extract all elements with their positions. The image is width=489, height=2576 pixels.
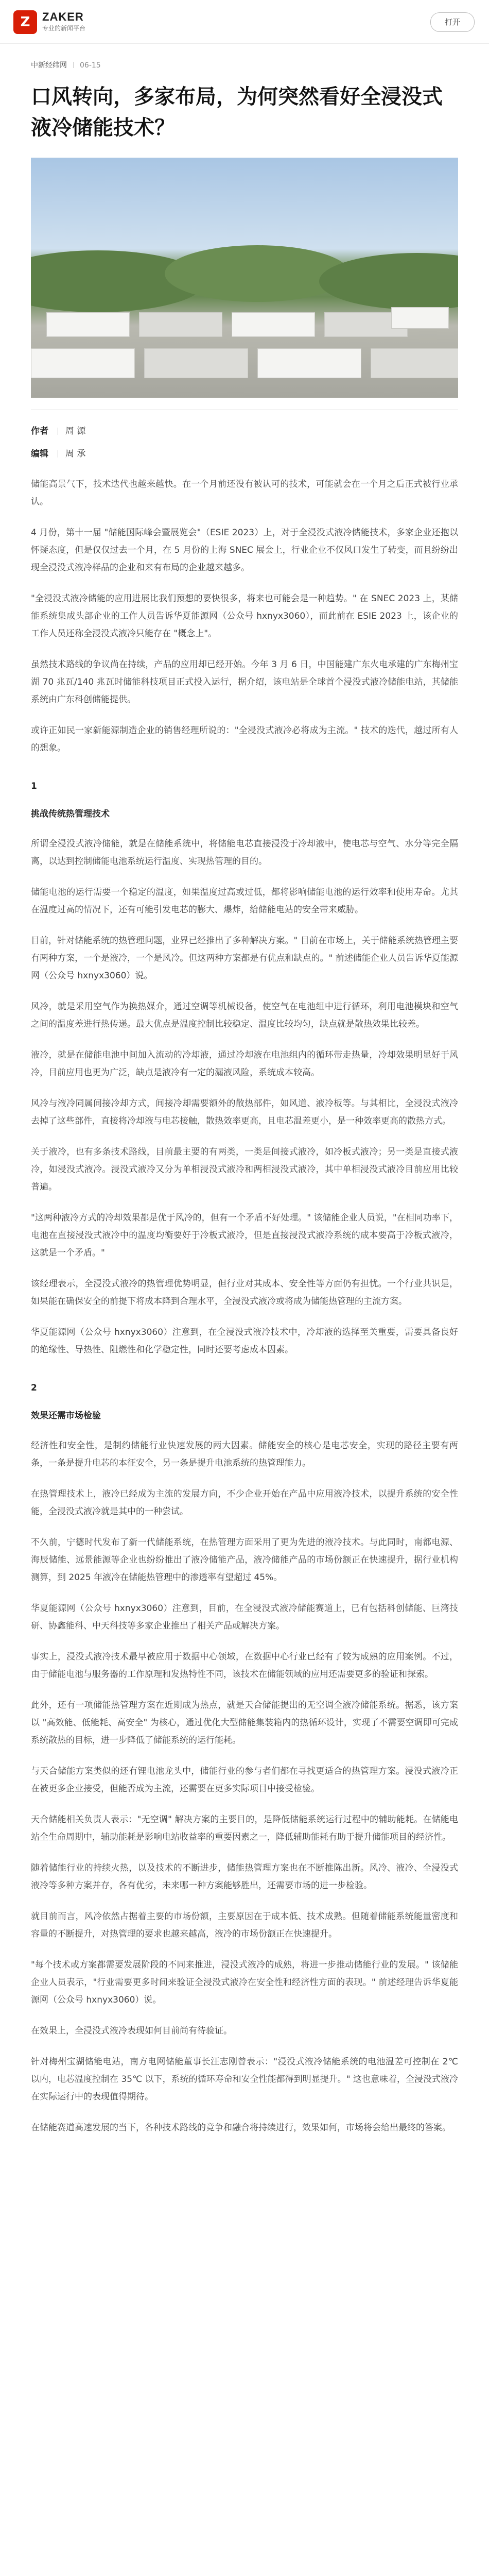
section-heading: 效果还需市场检验 xyxy=(31,1411,101,1421)
author-name: 周 源 xyxy=(65,426,86,436)
top-bar xyxy=(0,0,489,44)
article-paragraph: 所谓全浸没式液冷储能，就是在储能系统中，将储能电芯直接浸没于冷却液中，使电芯与空气、水分等完全隔离，以达到控制储能电池系统运行温度、实现热管理的目的。 xyxy=(31,839,458,867)
article-source[interactable]: 中新经纬网 xyxy=(31,61,67,70)
section-heading: 挑战传统热管理技术 xyxy=(31,809,110,819)
section-number: 2 xyxy=(31,1383,37,1393)
meta-divider xyxy=(73,62,74,68)
article-paragraph: 经济性和安全性，是制约储能行业快速发展的两大因素。储能安全的核心是电芯安全，实现的路径主要有两条，一条是提升电芯的本征安全，另一条是提升电池系统的热管理能力。 xyxy=(31,1440,458,1468)
article-paragraph: 风冷，就是采用空气作为换热媒介，通过空调等机械设备，使空气在电池组中进行循环，利用电池模块和空气之间的温度差进行热传递。最大优点是温度控制比较稳定、温度比较均匀，缺点就是散热效果比较差。 xyxy=(31,1002,458,1029)
zaker-logo[interactable]: Z xyxy=(13,10,37,34)
article-paragraph: 与天合储能方案类似的还有锂电池龙头中，储能行业的参与者们都在寻找更适合的热管理方案。浸没式液冷正在被更多企业接受，但能否成为主流，还需要在更多实际项目中接受检验。 xyxy=(31,1766,458,1794)
article-hero-image xyxy=(31,158,458,398)
article-paragraph: 在热管理技术上，液冷已经成为主流的发展方向，不少企业开始在产品中应用液冷技术，以提升系统的安全性能，全浸没式液冷就是其中的一种尝试。 xyxy=(31,1489,458,1517)
article-paragraph: 液冷，就是在储能电池中间加入流动的冷却液，通过冷却液在电池组内的循环带走热量，冷却效果明显好于风冷，目前应用也更为广泛，缺点是液冷有一定的漏液风险，系统成本较高。 xyxy=(31,1050,458,1078)
article-paragraph: 储能电池的运行需要一个稳定的温度，如果温度过高或过低，都将影响储能电池的运行效率和使用寿命。尤其在温度过高的情况下，还有可能引发电芯的膨大、爆炸，给储能电站的安全带来威胁。 xyxy=(31,887,458,915)
article-paragraph: "全浸没式液冷储能的应用进展比我们预想的要快很多，将来也可能会是一种趋势。" 在 SNEC 2023 上，某储能系统集成头部企业的工作人员告诉华夏能源网（公众号 hxnyx3060），而此前在 ESIE 2023 上，该企业的工作人员还称全浸没式液冷只能存在 "概念上"。 xyxy=(31,594,458,639)
article-paragraph: 天合储能相关负责人表示："无空调" 解决方案的主要目的，是降低储能系统运行过程中的辅助能耗。在储能电站全生命周期中，辅助能耗是影响电站收益率的重要因素之一，降低辅助能耗有助于提升储能项目的经济性。 xyxy=(31,1815,458,1842)
article-paragraph: 虽然技术路线的争议尚在持续，产品的应用却已经开始。今年 3 月 6 日，中国能建广东火电承建的广东梅州宝湖 70 兆瓦/140 兆瓦时储能科技项目正式投入运行，据介绍，该电站是全球首个浸没式液冷储能电站，其储能系统由广东科创储能提供。 xyxy=(31,659,458,705)
article-paragraph: 风冷与液冷同属间接冷却方式，间接冷却需要额外的散热部件，如风道、液冷板等。与其相比，全浸没式液冷去掉了这些部件，直接将冷却液与电芯接触，散热效率更高，且电芯温差更小，是一种效率更高的散热方式。 xyxy=(31,1098,458,1126)
editor-name: 周 承 xyxy=(65,449,86,459)
article-meta xyxy=(31,60,458,70)
article-paragraph: 华夏能源网（公众号 hxnyx3060）注意到，目前，在全浸没式液冷储能赛道上，已有包括科创储能、巨湾技研、协鑫能科、中天科技等多家企业推出了相关产品或解决方案。 xyxy=(31,1603,458,1631)
open-app-button[interactable]: 打开 xyxy=(430,12,475,32)
article-paragraph: 或许正如民一家新能源制造企业的销售经理所说的："全浸没式液冷必将成为主流。" 技术的迭代，越过所有人的想象。 xyxy=(31,725,458,753)
article-paragraph: 针对梅州宝湖储能电站，南方电网储能董事长汪志刚曾表示："浸没式液冷储能系统的电池温差可控制在 2℃ 以内，电芯温度控制在 35℃ 以下，系统的循环寿命和安全性能都得到明显提升。" 这也意味着，全浸没式液冷在实际运行中的表现值得期待。 xyxy=(31,2057,458,2102)
article-paragraph: 储能高景气下，技术迭代也越来越快。在一个月前还没有被认可的技术，可能就会在一个月之后正式被行业承认。 xyxy=(31,479,458,507)
section-number: 1 xyxy=(31,781,37,791)
article-paragraph: 华夏能源网（公众号 hxnyx3060）注意到，在全浸没式液冷技术中，冷却液的选择至关重要，需要具备良好的绝缘性、导热性、阻燃性和化学稳定性，同时还要考虑成本因素。 xyxy=(31,1327,458,1355)
editor-label: 编辑 xyxy=(31,449,48,459)
brand-name: ZAKER xyxy=(42,10,84,23)
article-paragraph: 在效果上，全浸没式液冷表现如何目前尚有待验证。 xyxy=(31,2026,232,2036)
article-paragraph: 该经理表示，全浸没式液冷的热管理优势明显，但行业对其成本、安全性等方面仍有担忧。一个行业共识是，如果能在确保安全的前提下将成本降到合理水平，全浸没式液冷或将成为储能热管理的主流方案。 xyxy=(31,1279,458,1307)
article-credits xyxy=(31,409,458,465)
article-body xyxy=(31,476,458,2137)
article-date: 06-15 xyxy=(80,61,101,70)
article xyxy=(31,60,458,2150)
article-paragraph: 关于液冷，也有多条技术路线，目前最主要的有两类，一类是间接式液冷，如冷板式液冷；另一类是直接式液冷，如浸没式液冷。浸没式液冷又分为单相浸没式液冷和两相浸没式液冷，其中单相浸没式液冷目前应用比较普遍。 xyxy=(31,1147,458,1192)
author-label: 作者 xyxy=(31,426,48,436)
article-paragraph: 不久前，宁德时代发布了新一代储能系统，在热管理方面采用了更为先进的液冷技术。与此同时，南都电源、海辰储能、远景能源等企业也纷纷推出了液冷储能产品，液冷储能产品的市场份额正在快速提升，据行业机构测算，到 2025 年液冷在储能热管理中的渗透率有望超过 45%。 xyxy=(31,1537,458,1583)
article-paragraph: 在储能赛道高速发展的当下，各种技术路线的竞争和融合将持续进行，效果如何，市场将会给出最终的答案。 xyxy=(31,2123,451,2133)
article-paragraph: 目前，针对储能系统的热管理问题，业界已经推出了多种解决方案。" 目前在市场上，关于储能系统热管理主要有两种方案，一个是液冷，一个是风冷。但这两种方案都是有优点和缺点的。" 前述储能企业人员告诉华夏能源网（公众号 hxnyx3060）说。 xyxy=(31,936,458,981)
article-paragraph: 事实上，浸没式液冷技术最早被应用于数据中心领域，在数据中心行业已经有了较为成熟的应用案例。不过，由于储能电池与服务器的工作原理和发热特性不同，该技术在储能领域的应用还需要更多的验证和探索。 xyxy=(31,1652,458,1680)
article-paragraph: "这两种液冷方式的冷却效果都是优于风冷的，但有一个矛盾不好处理。" 该储能企业人员说，"在相同功率下，电池在直接浸没式液冷中的温度均衡要好于冷板式液冷，但是直接浸没式液冷系统的成本要高于冷板式液冷，这就是一个矛盾。" xyxy=(31,1213,458,1258)
article-paragraph: 随着储能行业的持续火热，以及技术的不断进步，储能热管理方案也在不断推陈出新。风冷、液冷、全浸没式液冷等多种方案并存，各有优劣，未来哪一种方案能够胜出，还需要市场的进一步检验。 xyxy=(31,1863,458,1891)
article-paragraph: 就目前而言，风冷依然占据着主要的市场份额，主要原因在于成本低、技术成熟。但随着储能系统能量密度和容量的不断提升，对热管理的要求也越来越高，液冷的市场份额正在快速提升。 xyxy=(31,1911,458,1939)
article-title: 口风转向，多家布局，为何突然看好全浸没式液冷储能技术？ xyxy=(31,85,443,140)
article-paragraph: 4 月份，第十一届 "储能国际峰会暨展览会"（ESIE 2023）上，对于全浸没式液冷储能技术，多家企业还抱以怀疑态度，但是仅仅过去一个月，在 5 月份的上海 SNEC 展会上，行业企业不仅风口发生了转变，而且纷纷出现全浸没式液冷样品的企业和来有布局的企业越来越多。 xyxy=(31,528,458,573)
article-paragraph: 此外，还有一项储能热管理方案在近期成为热点，就是天合储能提出的无空调全液冷储能系统。据悉，该方案以 "高效能、低能耗、高安全" 为核心，通过优化大型储能集装箱内的热循环设计，实现了不需要空调即可完成系统散热的目标，进一步降低了储能系统的运行能耗。 xyxy=(31,1700,458,1745)
brand-subtitle: 专业的新闻平台 xyxy=(42,25,86,32)
article-paragraph: "每个技术或方案都需要发展阶段的不同来推进，浸没式液冷的成熟，将进一步推动储能行业的发展。" 该储能企业人员表示，"行业需要更多时间来验证全浸没式液冷在安全性和经济性方面的表现。" 前述经理告诉华夏能源网（公众号 hxnyx3060）说。 xyxy=(31,1960,458,2005)
